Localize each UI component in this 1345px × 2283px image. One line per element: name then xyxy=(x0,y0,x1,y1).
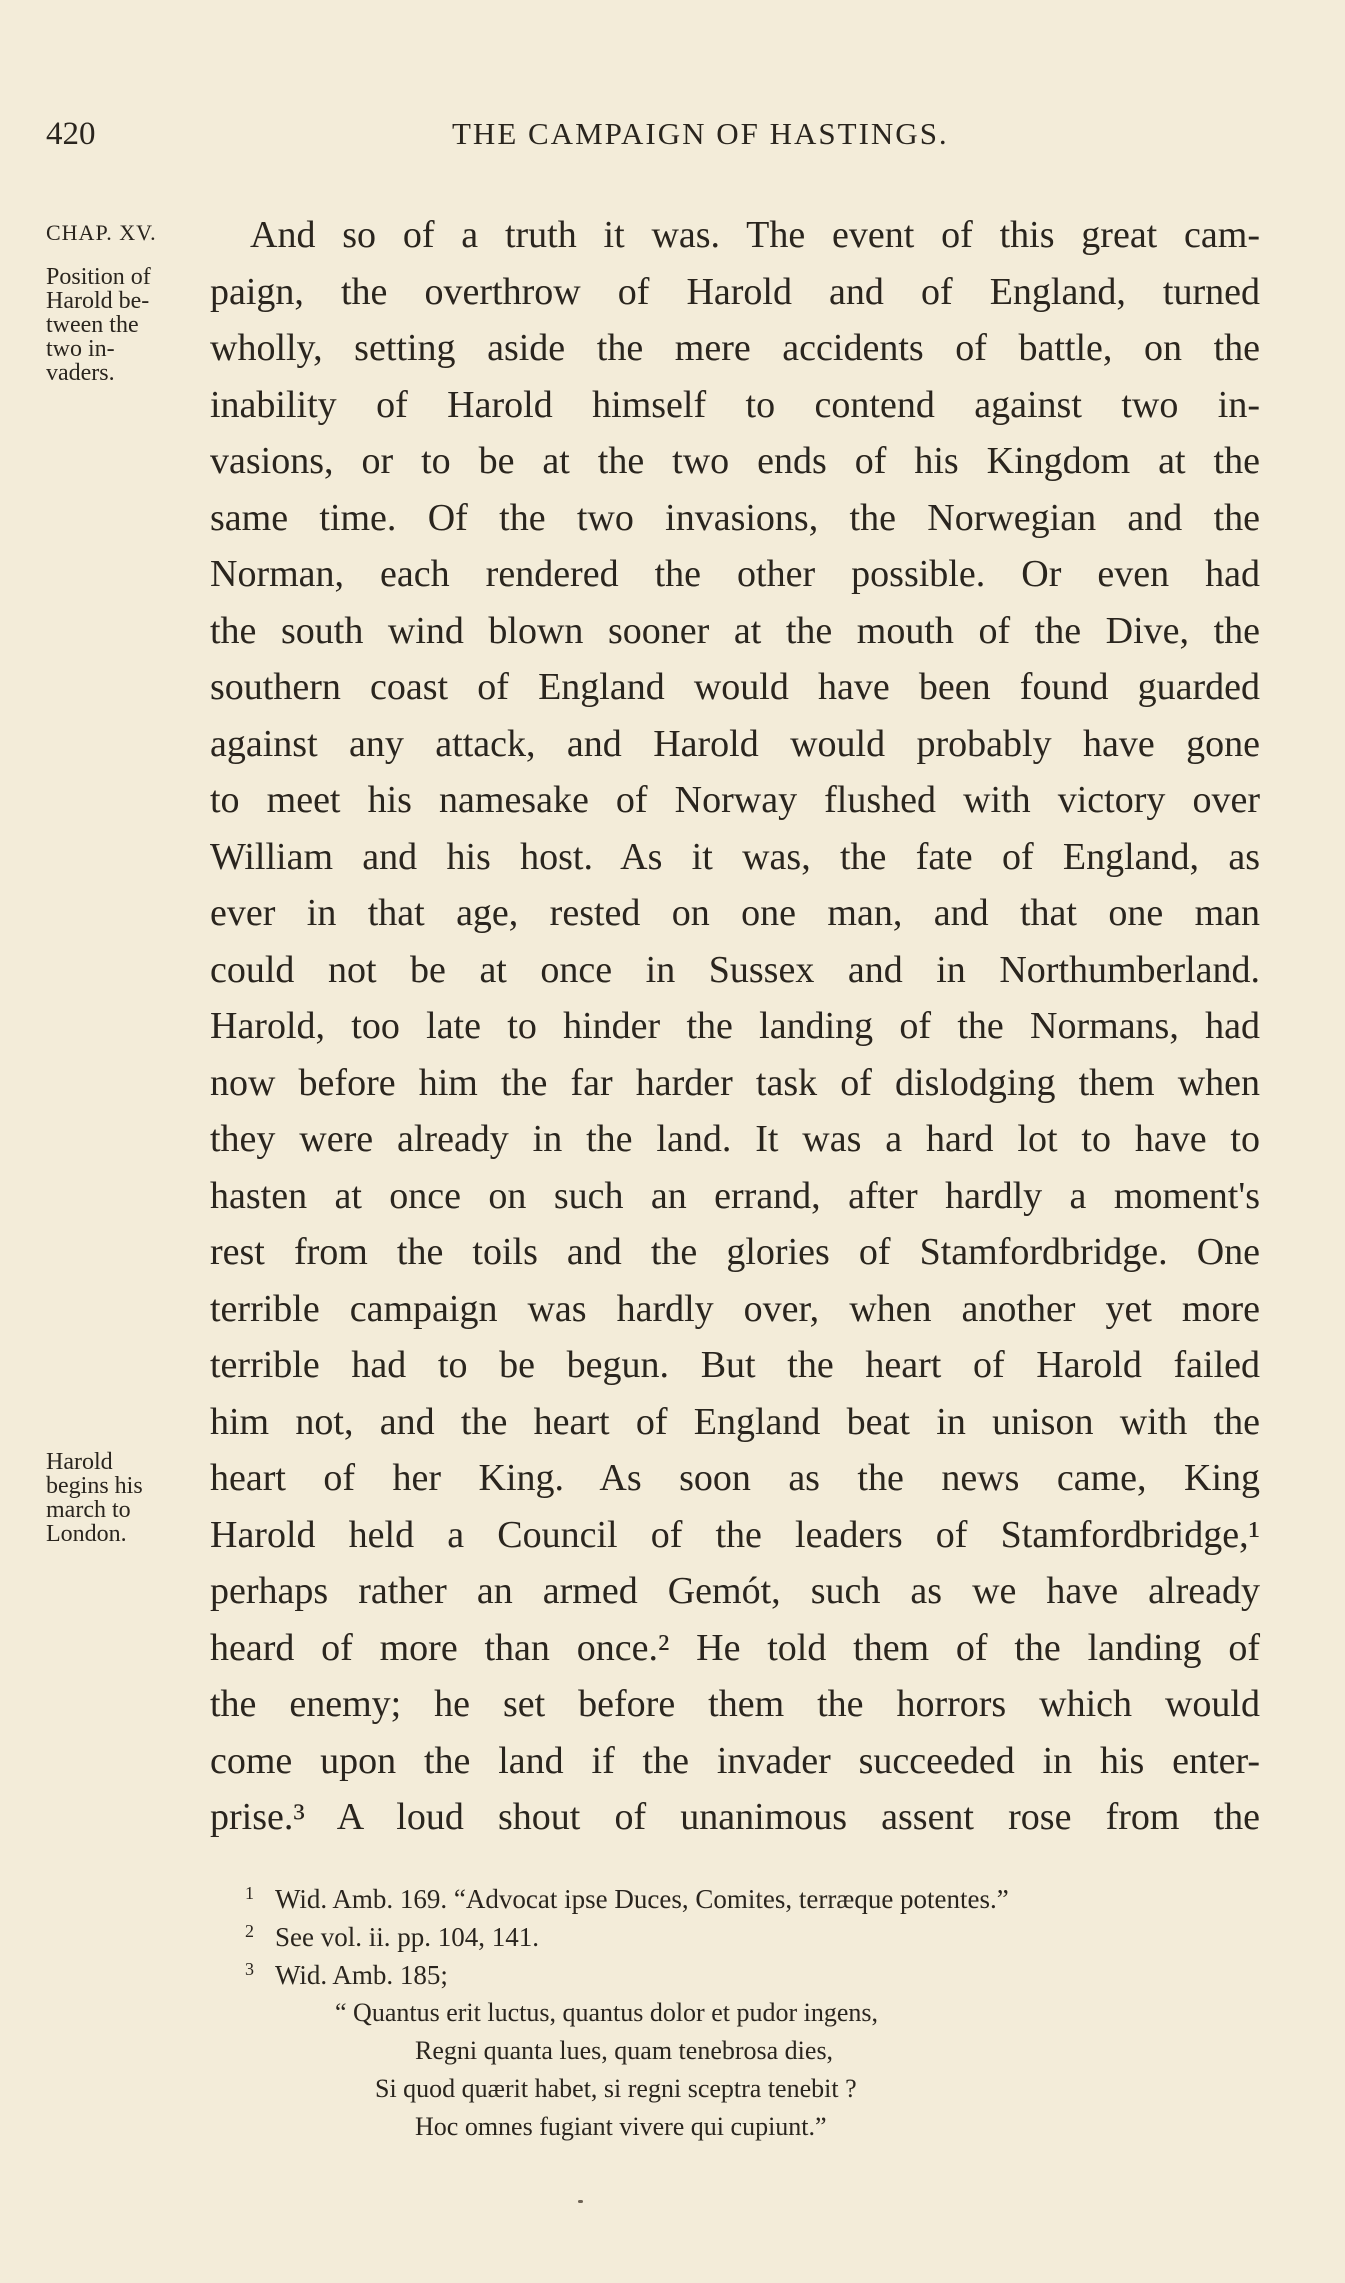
verse-line: Hoc omnes fugiant vivere qui cupiunt.” xyxy=(415,2112,827,2141)
paper-speck xyxy=(578,2200,583,2203)
footnote xyxy=(245,1956,1265,1994)
text-line: to meet his namesake of Norway flushed with victory over xyxy=(210,779,1260,821)
text-line: him not, and the heart of England beat in unison with the xyxy=(210,1400,1260,1443)
text-line: paign, the overthrow of Harold and of England, turned xyxy=(210,270,1260,313)
text-line: come upon the land if the invader succeeded in his enter- xyxy=(210,1739,1260,1782)
margin-note-line: Harold xyxy=(46,1449,113,1475)
text-line: prise.³ A loud shout of unanimous assent rose from the xyxy=(210,1796,1260,1838)
text-line: wholly, setting aside the mere accidents of battle, on the xyxy=(210,327,1260,369)
chapter-marker: CHAP. XV. xyxy=(46,220,157,245)
text-line: terrible had to be begun. But the heart of Harold failed xyxy=(210,1344,1260,1386)
text-line: hasten at once on such an errand, after hardly a moment's xyxy=(210,1174,1260,1217)
footnote-mark: 3 xyxy=(245,1959,254,1979)
text-line: could not be at once in Sussex and in Northumberland. xyxy=(210,948,1260,991)
text-line: the enemy; he set before them the horrors which would xyxy=(210,1683,1260,1725)
text-line: perhaps rather an armed Gemót, such as we have already xyxy=(210,1570,1260,1612)
body-text xyxy=(210,207,1260,1846)
text-line: rest from the toils and the glories of Stamfordbridge. One xyxy=(210,1231,1260,1273)
text-line: And so of a truth it was. The event of this great cam- xyxy=(250,214,1260,256)
verse-line: Regni quanta lues, quam tenebrosa dies, xyxy=(415,2036,834,2065)
text-line: now before him the far harder task of dislodging them when xyxy=(210,1061,1260,1104)
margin-note-line: two in- xyxy=(46,336,115,362)
text-line: William and his host. As it was, the fate of England, as xyxy=(210,835,1260,878)
footnote-text: See vol. ii. pp. 104, 141. xyxy=(275,1922,539,1952)
text-line: inability of Harold himself to contend against two in- xyxy=(210,383,1260,426)
margin-note-line: Position of xyxy=(46,264,151,290)
text-line: they were already in the land. It was a hard lot to have to xyxy=(210,1118,1260,1160)
text-line: heard of more than once.² He told them of the landing of xyxy=(210,1626,1260,1669)
margin-note-line: vaders. xyxy=(46,360,115,386)
page-number: 420 xyxy=(46,116,96,152)
footnote xyxy=(245,1880,1265,1918)
verse-line: Si quod quærit habet, si regni sceptra tenebit ? xyxy=(375,2074,857,2103)
page-header xyxy=(0,116,1345,166)
footnotes xyxy=(245,1880,1265,2146)
margin-note-line: march to xyxy=(46,1497,131,1523)
text-line: terrible campaign was hardly over, when another yet more xyxy=(210,1287,1260,1330)
footnote xyxy=(245,1918,1265,1956)
margin-note-position xyxy=(46,265,196,385)
text-line: vasions, or to be at the two ends of his Kingdom at the xyxy=(210,440,1260,482)
text-line: against any attack, and Harold would probably have gone xyxy=(210,722,1260,765)
text-line: southern coast of England would have been found guarded xyxy=(210,666,1260,708)
text-line: the south wind blown sooner at the mouth of the Dive, the xyxy=(210,609,1260,652)
footnote-mark: 2 xyxy=(245,1921,254,1941)
margin-note-line: tween the xyxy=(46,312,139,338)
text-line: ever in that age, rested on one man, and that one man xyxy=(210,892,1260,934)
margin-note-line: begins his xyxy=(46,1473,143,1499)
footnote-mark: 1 xyxy=(245,1883,254,1903)
text-line: Harold, too late to hinder the landing of the Normans, had xyxy=(210,1005,1260,1047)
text-line: Harold held a Council of the leaders of Stamfordbridge,¹ xyxy=(210,1513,1260,1556)
footnote-text: Wid. Amb. 185; xyxy=(275,1960,448,1990)
verse-line: “ Quantus erit luctus, quantus dolor et pudor ingens, xyxy=(335,1998,879,2027)
footnote-text: Wid. Amb. 169. “Advocat ipse Duces, Comites, terræque potentes.” xyxy=(275,1884,1009,1914)
text-line: Norman, each rendered the other possible. Or even had xyxy=(210,553,1260,595)
margin-note-march xyxy=(46,1450,196,1546)
running-head: THE CAMPAIGN OF HASTINGS. xyxy=(452,116,949,151)
text-line: heart of her King. As soon as the news came, King xyxy=(210,1457,1260,1499)
margin-note-line: Harold be- xyxy=(46,288,150,314)
text-line: same time. Of the two invasions, the Norwegian and the xyxy=(210,496,1260,539)
margin-note-line: London. xyxy=(46,1521,127,1547)
